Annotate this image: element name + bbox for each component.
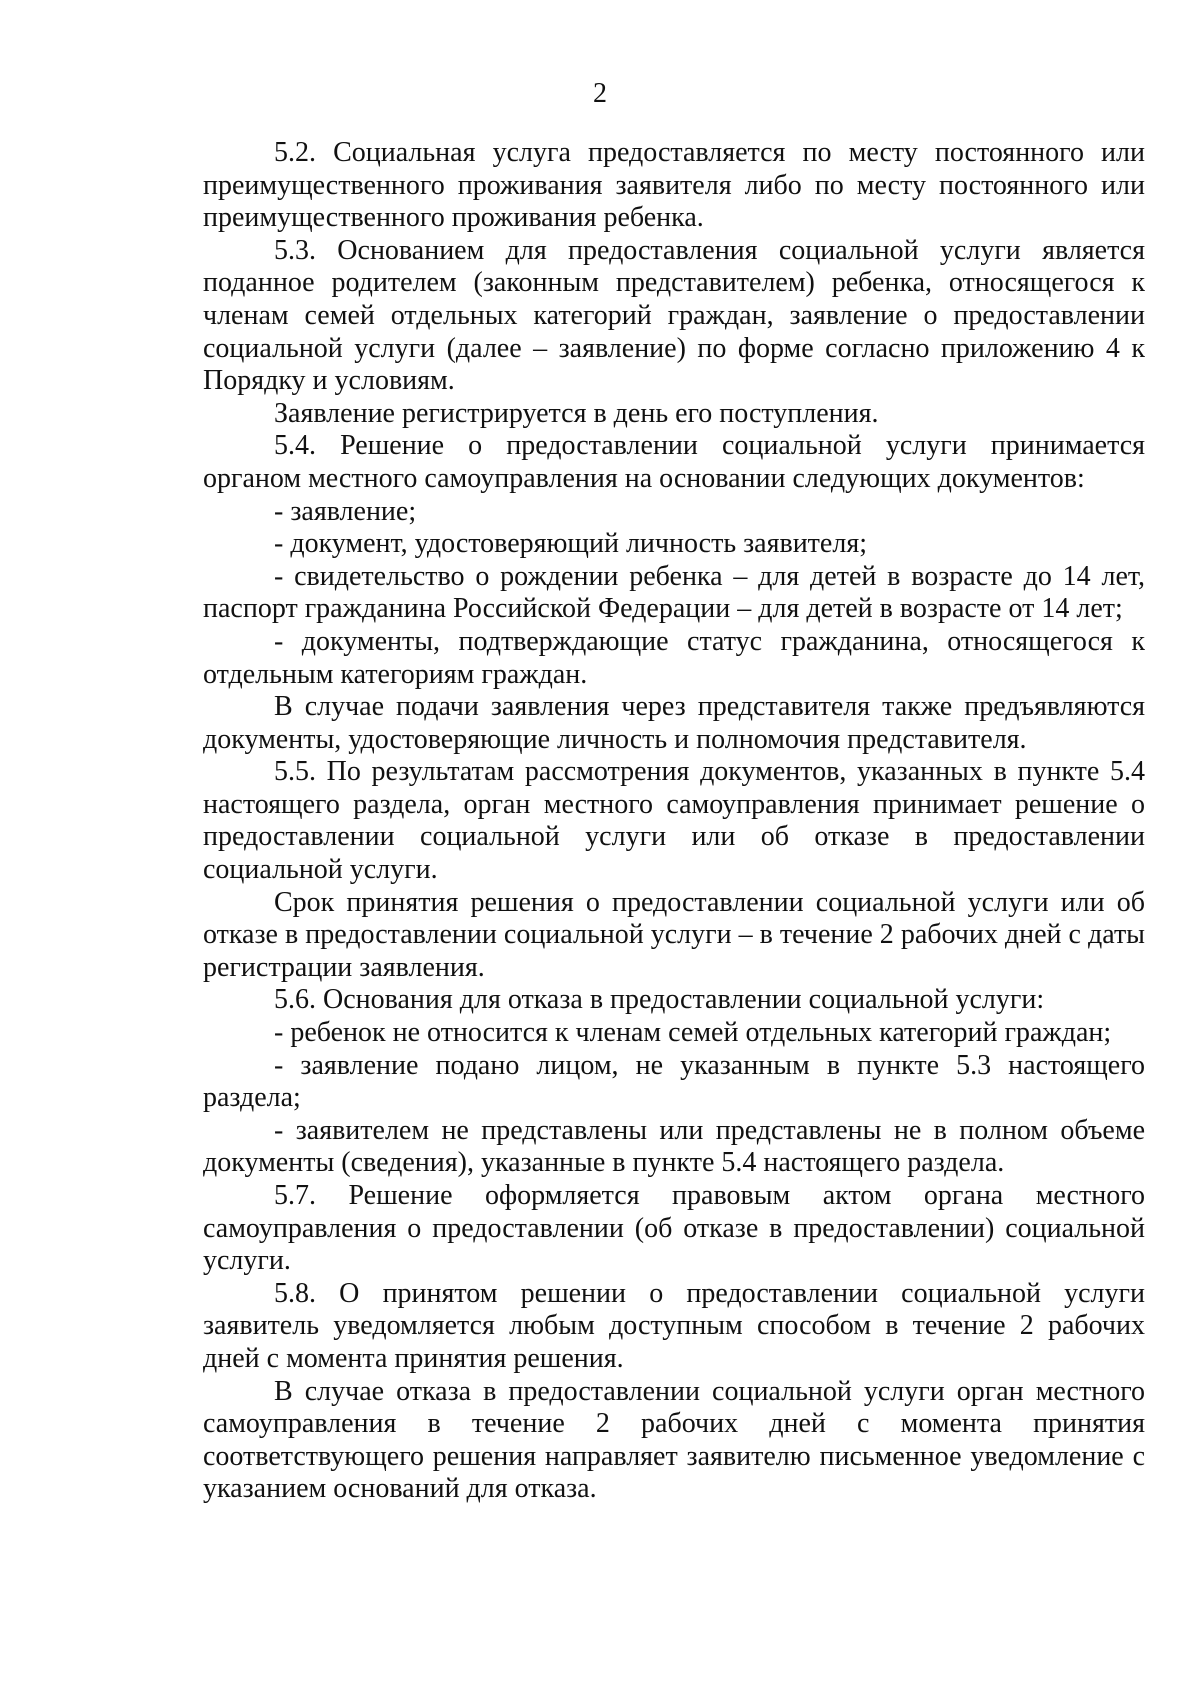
list-item-refusal-documents: - заявителем не представлены или представлены не в полном объеме документы (сведения), указанные в пункте 5.4 настоящего раздела. bbox=[203, 1114, 1145, 1179]
paragraph-registration: Заявление регистрируется в день его поступления. bbox=[274, 397, 879, 429]
paragraph-5-8: 5.8. О принятом решении о предоставлении социальной услуги заявитель уведомляется любым доступным способом в течение 2 рабочих дней с момента принятия решения. bbox=[203, 1277, 1145, 1374]
paragraph-5-7: 5.7. Решение оформляется правовым актом органа местного самоуправления о предоставлении (об отказе в предоставлении) социальной услуги. bbox=[203, 1180, 1145, 1277]
paragraph-5-3: 5.3. Основанием для предоставления социальной услуги является поданное родителем (законным представителем) ребенка, относящегося к членам семей отдельных категорий граждан, заявление о предоставлении социальной услуги (далее – заявление) по форме согласно приложению 4 к Порядку и условиям. bbox=[203, 234, 1145, 397]
paragraph-refusal-notice: В случае отказа в предоставлении социальной услуги орган местного самоуправления в течение 2 рабочих дней с момента принятия соответствующего решения направляет заявителю письменное уведомление с указанием оснований для отказа. bbox=[203, 1375, 1145, 1505]
list-item-application: - заявление; bbox=[274, 495, 417, 527]
paragraph-5-6: 5.6. Основания для отказа в предоставлении социальной услуги: bbox=[274, 984, 1045, 1016]
paragraph-decision-term: Срок принятия решения о предоставлении социальной услуги или об отказе в предоставлении социальной услуги – в течение 2 рабочих дней с даты регистрации заявления. bbox=[203, 886, 1145, 983]
document-body bbox=[203, 137, 1145, 1506]
paragraph-5-4: 5.4. Решение о предоставлении социальной услуги принимается органом местного самоуправления на основании следующих документов: bbox=[203, 430, 1145, 494]
list-item-birth-certificate: - свидетельство о рождении ребенка – для детей в возрасте до 14 лет, паспорт гражданина Российской Федерации – для детей в возрасте от 14 лет; bbox=[203, 560, 1145, 625]
paragraph-representative: В случае подачи заявления через представителя также предъявляются документы, удостоверяющие личность и полномочия представителя. bbox=[203, 691, 1145, 755]
list-item-refusal-category: - ребенок не относится к членам семей отдельных категорий граждан; bbox=[274, 1017, 1112, 1049]
paragraph-5-5: 5.5. По результатам рассмотрения документов, указанных в пункте 5.4 настоящего раздела, орган местного самоуправления принимает решение о предоставлении социальной услуги или об отказе в предоставлении социальной услуги. bbox=[203, 756, 1145, 886]
page-number: 2 bbox=[593, 78, 607, 109]
list-item-refusal-applicant: - заявление подано лицом, не указанным в пункте 5.3 настоящего раздела; bbox=[203, 1049, 1145, 1114]
list-item-status-documents: - документы, подтверждающие статус гражданина, относящегося к отдельным категориям граждан. bbox=[203, 625, 1145, 690]
list-item-identity-document: - документ, удостоверяющий личность заявителя; bbox=[274, 528, 867, 560]
paragraph-5-2: 5.2. Социальная услуга предоставляется по месту постоянного или преимущественного проживания заявителя либо по месту постоянного или преимущественного проживания ребенка. bbox=[203, 137, 1145, 234]
